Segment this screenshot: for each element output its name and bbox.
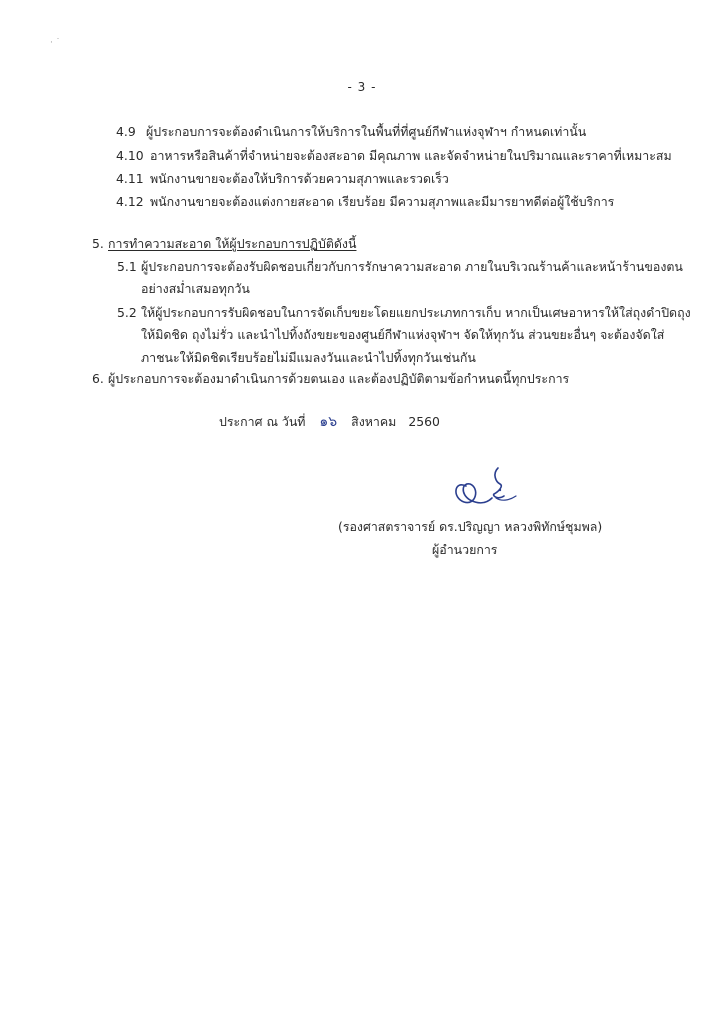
- item-number: 4.12: [116, 194, 144, 209]
- item-number: 5.1: [117, 259, 137, 274]
- item-text: พนักงานขายจะต้องแต่งกายสะอาด เรียบร้อย มีความสุภาพและมีมารยาทดีต่อผู้ใช้บริการ: [150, 194, 615, 209]
- section-text: ผู้ประกอบการจะต้องมาดำเนินการด้วยตนเอง และต้องปฏิบัติตามข้อกำหนดนี้ทุกประการ: [108, 371, 570, 386]
- signer-name: (รองศาสตราจารย์ ดร.ปริญญา หลวงพิทักษ์ชุมพล): [338, 519, 603, 534]
- item-text: ให้ผู้ประกอบการรับผิดชอบในการจัดเก็บขยะโดยแยกประเภทการเก็บ หากเป็นเศษอาหารให้ใส่ถุงดำปิดถุง: [141, 305, 691, 320]
- item-4-12: [116, 194, 614, 210]
- item-text: พนักงานขายจะต้องให้บริการด้วยความสุภาพและรวดเร็ว: [150, 171, 449, 186]
- item-number: 5.2: [117, 305, 137, 320]
- announcement-month: สิงหาคม: [351, 414, 397, 429]
- item-5-2-line-1: [117, 305, 691, 321]
- item-4-10: [116, 148, 672, 164]
- item-text: อาหารหรือสินค้าที่จำหน่ายจะต้องสะอาด มีคุณภาพ และจัดจำหน่ายในปริมาณและราคาที่เหมาะสม: [150, 148, 672, 163]
- section-5-heading: [92, 236, 356, 252]
- announcement-year: 2560: [408, 414, 440, 429]
- page-number: - 3 -: [347, 80, 377, 94]
- signer-position: ผู้อำนวยการ: [432, 542, 498, 557]
- item-5-1-line-1: [117, 259, 683, 275]
- handwritten-day: ๑๖: [319, 414, 338, 430]
- item-5-2-line-2: ให้มิดชิด ถุงไม่รั่ว และนำไปทิ้งถังขยะของศูนย์กีฬาแห่งจุฬาฯ จัดให้ทุกวัน ส่วนขยะอื่นๆ จะต้องจัดใส่: [141, 327, 665, 342]
- item-4-11: [116, 171, 449, 187]
- section-heading: การทำความสะอาด ให้ผู้ประกอบการปฏิบัติดังนี้: [108, 236, 357, 251]
- item-number: 4.9: [116, 124, 136, 139]
- item-4-9: [116, 124, 586, 140]
- item-5-1-line-2: อย่างสม่ำเสมอทุกวัน: [141, 281, 250, 296]
- signature-image: [446, 458, 522, 512]
- item-text: ผู้ประกอบการจะต้องรับผิดชอบเกี่ยวกับการรักษาความสะอาด ภายในบริเวณร้านค้าและหน้าร้านของตน: [141, 259, 683, 274]
- announcement-date: [219, 411, 440, 433]
- item-number: 4.11: [116, 171, 144, 186]
- item-text: ผู้ประกอบการจะต้องดำเนินการให้บริการในพื้นที่ที่ศูนย์กีฬาแห่งจุฬาฯ กำหนดเท่านั้น: [146, 124, 587, 139]
- scan-speck: · ˙: [50, 38, 61, 48]
- section-number: 6.: [92, 371, 104, 386]
- section-number: 5.: [92, 236, 104, 251]
- section-6: [92, 371, 569, 387]
- item-number: 4.10: [116, 148, 144, 163]
- item-5-2-line-3: ภาชนะให้มิดชิดเรียบร้อยไม่มีแมลงวันและนำไปทิ้งทุกวันเช่นกัน: [141, 350, 476, 365]
- announcement-prefix: ประกาศ ณ วันที่: [219, 414, 306, 429]
